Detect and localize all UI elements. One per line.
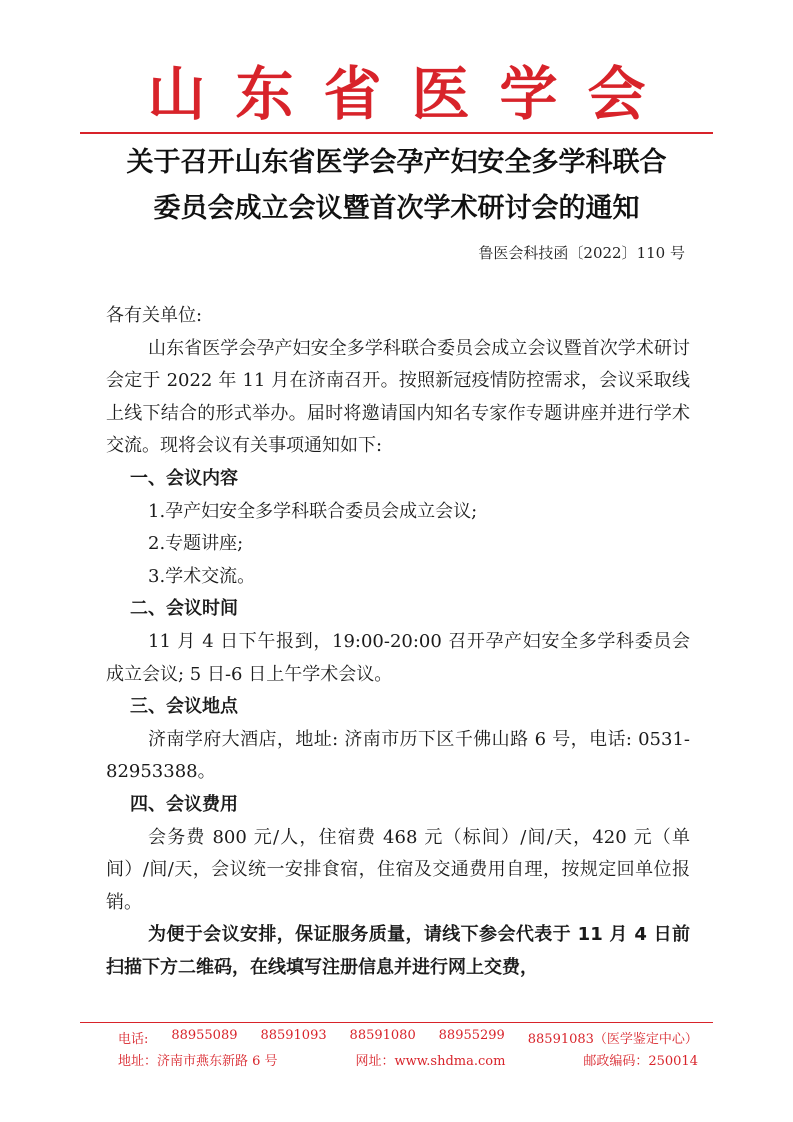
- title-line-2: 委员会成立会议暨首次学术研讨会的通知: [153, 193, 640, 224]
- footer-phones: [118, 1028, 698, 1047]
- footer-website: 网址：www.shdma.com: [355, 1054, 506, 1069]
- list-item: 1.孕产妇安全多学科联合委员会成立会议;: [148, 500, 478, 522]
- document-title: [60, 140, 733, 232]
- intro-paragraph: 山东省医学会孕产妇安全多学科联合委员会成立会议暨首次学术研讨会定于 2022 年 11 月在济南召开。按照新冠疫情防控需求，会议采取线上线下结合的形式举办。届时将邀请国内知名专家作专题讲座并进行学术交流。现将会议有关事项通知如下:: [106, 337, 690, 457]
- footer-address: 地址：济南市燕东新路 6 号: [118, 1054, 278, 1069]
- phone-label: 电话:: [118, 1032, 149, 1047]
- phone-number: 88955299: [438, 1028, 505, 1043]
- section-heading-time: 二、会议时间: [130, 598, 238, 620]
- list-item: 2.专题讲座;: [148, 533, 244, 555]
- phone-number: 88591093: [260, 1028, 327, 1043]
- section-heading-content: 一、会议内容: [130, 467, 238, 489]
- title-line-1: 关于召开山东省医学会孕产妇安全多学科联合: [126, 147, 667, 178]
- header-divider: [80, 132, 713, 134]
- section-heading-location: 三、会议地点: [130, 696, 238, 718]
- section-text-location: 济南学府大酒店，地址: 济南市历下区千佛山路 6 号，电话: 0531-82953388。: [106, 728, 690, 783]
- footer-contact: [118, 1050, 698, 1069]
- salutation: 各有关单位:: [106, 305, 203, 326]
- org-name: 山东省医学会: [147, 60, 676, 128]
- section-text-time: 11 月 4 日下午报到，19:00-20:00 召开孕产妇安全多学科委员会成立会议; 5 日-6 日上午学术会议。: [106, 630, 690, 685]
- footer-divider: [80, 1022, 713, 1023]
- phone-number: 88591080: [349, 1028, 416, 1043]
- footer-postcode: 邮政编码：250014: [583, 1054, 698, 1069]
- closing-paragraph: 为便于会议安排，保证服务质量，请线下参会代表于 11 月 4 日前扫描下方二维码，在线填写注册信息并进行网上交费，: [106, 924, 690, 978]
- phone-number: 88955089: [171, 1028, 238, 1043]
- phone-number: 88591083（医学鉴定中心）: [527, 1032, 698, 1047]
- list-item: 3.学术交流。: [148, 565, 256, 587]
- document-body: [106, 300, 690, 984]
- document-number: 鲁医会科技函〔2022〕110 号: [478, 244, 685, 262]
- section-text-fees: 会务费 800 元/人，住宿费 468 元（标间）/间/天，420 元（单间）/间/天，会议统一安排食宿，住宿及交通费用自理，按规定回单位报销。: [106, 826, 690, 913]
- section-heading-fees: 四、会议费用: [130, 793, 238, 815]
